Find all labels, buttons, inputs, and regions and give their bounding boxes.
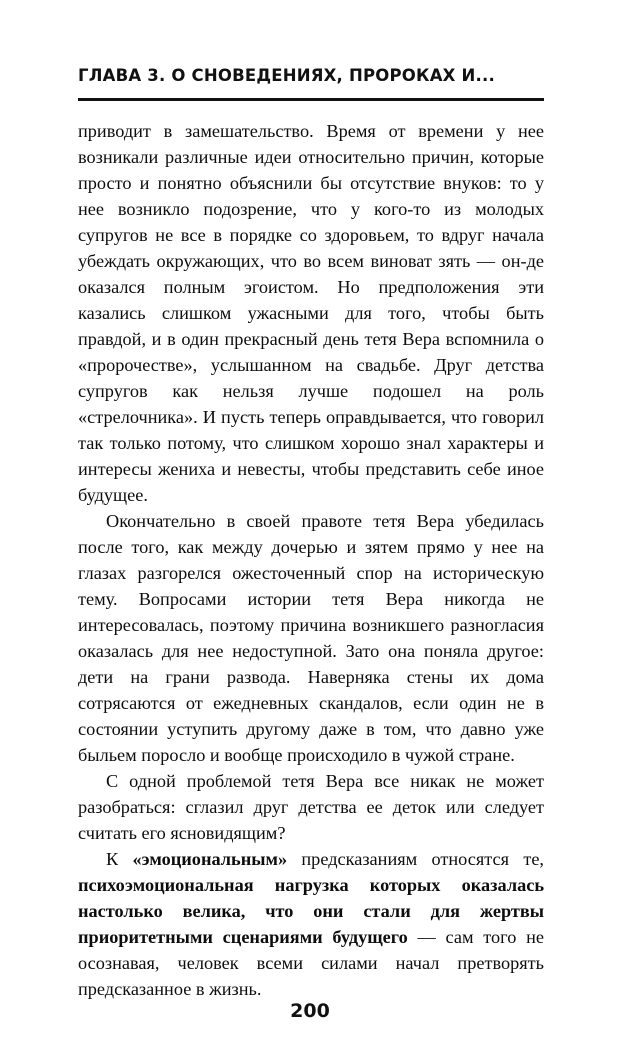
header-divider xyxy=(78,98,544,101)
paragraph-4-part4-bold: психоэмоциональная нагрузка которых оказалась настолько велика, что они стали для жертвы приоритетными сценариями будущего xyxy=(78,875,544,947)
paragraph-4-part2-bold: «эмоциональным» xyxy=(132,849,288,869)
paragraph-4-part1: К xyxy=(106,849,133,869)
paragraph-4-part3: предсказаниям относятся те, xyxy=(287,849,544,869)
body-text xyxy=(78,118,544,1002)
running-head: ГЛАВА 3. О СНОВЕДЕНИЯХ, ПРОРОКАХ И... xyxy=(78,66,495,85)
paragraph-1: приводит в замешательство. Время от времени у нее возникали различные идеи относительно причин, которые просто и понятно объяснили бы отсутствие внуков: то у нее возникло подозрение, что у кого-то из молодых супругов не все в порядке со здоровьем, то вдруг начала убеждать окружающих, что во всем виноват зять — он-де оказался полным эгоистом. Но предположения эти казались слишком ужасными для того, чтобы быть правдой, и в один прекрасный день тетя Вера вспомнила о «пророчестве», услышанном на свадьбе. Друг детства супругов как нельзя лучше подошел на роль «стрелочника». И пусть теперь оправдывается, что говорил так только потому, что слишком хорошо знал характеры и интересы жениха и невесты, чтобы представить себе иное будущее. xyxy=(78,121,544,505)
paragraph-2: Окончательно в своей правоте тетя Вера убедилась после того, как между дочерью и зятем прямо у нее на глазах разгорелся ожесточенный спор на историческую тему. Вопросами истории тетя Вера никогда не интересовалась, поэтому причина возникшего разногласия оказалась для нее недоступной. Зато она поняла другое: дети на грани развода. Наверняка стены их дома сотрясаются от ежедневных скандалов, если один не в состоянии уступить другому даже в том, что давно уже быльем поросло и вообще происходило в чужой стране. xyxy=(78,511,544,765)
page-number: 200 xyxy=(290,1000,330,1022)
paragraph-4 xyxy=(78,846,544,1002)
paragraph-4-part5: — сам того не осознавая, человек всеми силами начал претворять предсказанное в жизнь. xyxy=(78,927,544,999)
paragraph-3: С одной проблемой тетя Вера все никак не может разобраться: сглазил друг детства ее деток или следует считать его ясновидящим? xyxy=(78,771,544,843)
